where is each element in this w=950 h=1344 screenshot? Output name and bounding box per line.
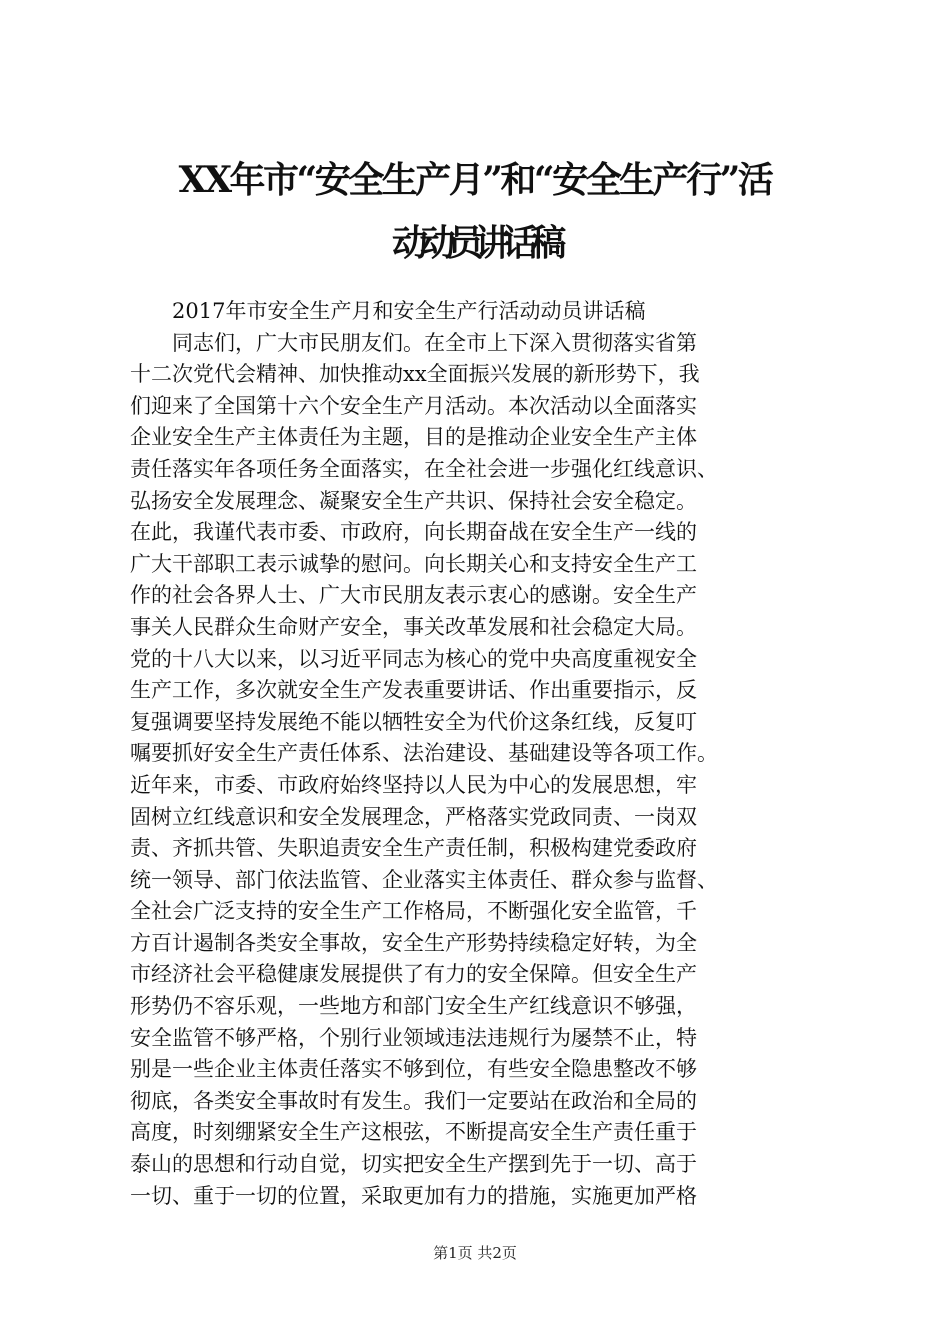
body-text-line: 广大干部职工表示诚挚的慰问。向长期关心和支持安全生产工 — [130, 551, 697, 576]
body-text-line: 泰山的思想和行动自觉，切实把安全生产摆到先于一切、高于 — [130, 1152, 697, 1177]
document-title-line-1: XX年市“安全生产月”和“安全生产行”活 — [178, 159, 772, 201]
body-text-line: 生产工作，多次就安全生产发表重要讲话、作出重要指示，反 — [130, 678, 697, 703]
document-title-line-2: 动动员讲话稿 — [391, 222, 558, 264]
body-text-line: 同志们，广大市民朋友们。在全市上下深入贯彻落实省第 — [130, 330, 697, 355]
body-text-line: 责任落实年各项任务全面落实，在全社会进一步强化红线意识、 — [130, 456, 718, 481]
body-text-line: 弘扬安全发展理念、凝聚安全生产共识、保持社会安全稳定。 — [130, 488, 697, 513]
body-text-line: 全社会广泛支持的安全生产工作格局，不断强化安全监管，千 — [130, 899, 697, 924]
body-text-line: 们迎来了全国第十六个安全生产月活动。本次活动以全面落实 — [130, 393, 697, 418]
body-text-line: 事关人民群众生命财产安全，事关改革发展和社会稳定大局。 — [130, 614, 697, 639]
body-text-line: 2017年市安全生产月和安全生产行活动动员讲话稿 — [130, 299, 646, 323]
body-text-line: 高度，时刻绷紧安全生产这根弦，不断提高安全生产责任重于 — [130, 1120, 697, 1145]
body-text-line: 十二次党代会精神、加快推动xx全面振兴发展的新形势下，我 — [130, 362, 700, 387]
body-text-line: 复强调要坚持发展绝不能以牺牲安全为代价这条红线，反复叮 — [130, 709, 697, 734]
body-text-line: 统一领导、部门依法监管、企业落实主体责任、群众参与监督、 — [130, 867, 718, 892]
body-text-line: 别是一些企业主体责任落实不够到位，有些安全隐患整改不够 — [130, 1057, 697, 1082]
body-text-line: 责、齐抓共管、失职追责安全生产责任制，积极构建党委政府 — [130, 836, 697, 861]
body-text-line: 彻底，各类安全事故时有发生。我们一定要站在政治和全局的 — [130, 1088, 697, 1113]
body-text-line: 市经济社会平稳健康发展提供了有力的安全保障。但安全生产 — [130, 962, 697, 987]
page-footer: 第1页 共2页 — [433, 1244, 517, 1262]
body-text-line: 近年来，市委、市政府始终坚持以人民为中心的发展思想，牢 — [130, 772, 697, 797]
body-text-line: 一切、重于一切的位置，采取更加有力的措施，实施更加严格 — [130, 1183, 697, 1208]
body-text-line: 嘱要抓好安全生产责任体系、法治建设、基础建设等各项工作。 — [130, 741, 718, 766]
body-text-line: 在此，我谨代表市委、市政府，向长期奋战在安全生产一线的 — [130, 520, 697, 545]
body-text-line: 方百计遏制各类安全事故，安全生产形势持续稳定好转，为全 — [130, 930, 697, 955]
body-text-line: 固树立红线意识和安全发展理念，严格落实党政同责、一岗双 — [130, 804, 697, 829]
body-text-line: 党的十八大以来，以习近平同志为核心的党中央高度重视安全 — [130, 646, 697, 671]
document-body — [130, 296, 830, 1212]
body-text-line: 形势仍不容乐观，一些地方和部门安全生产红线意识不够强， — [130, 994, 697, 1019]
body-text-line: 作的社会各界人士、广大市民朋友表示衷心的感谢。安全生产 — [130, 583, 697, 608]
body-text-line: 安全监管不够严格，个别行业领域违法违规行为屡禁不止，特 — [130, 1025, 697, 1050]
body-text-line: 企业安全生产主体责任为主题，目的是推动企业安全生产主体 — [130, 425, 697, 450]
